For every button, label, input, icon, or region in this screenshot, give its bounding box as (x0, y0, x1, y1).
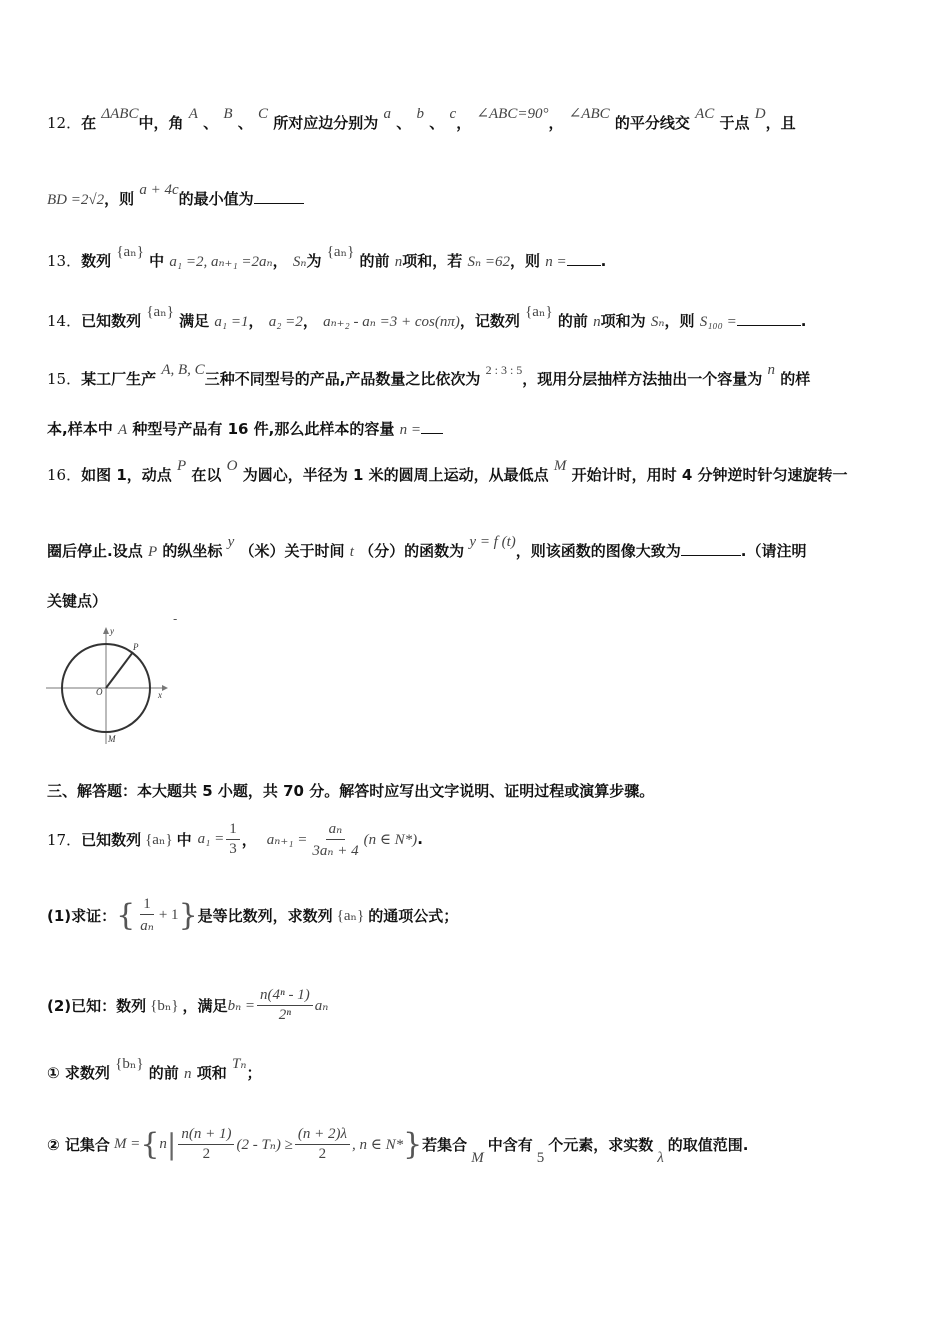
q13-n: n (394, 254, 403, 270)
q12-side-c: c (449, 106, 457, 122)
q15-a: A (117, 422, 128, 438)
q17-seq: {aₙ} (145, 831, 173, 848)
q17-cond: (n ∈ N*) (363, 831, 418, 848)
q12-sep: 、 (396, 114, 412, 132)
q13-sn: Sₙ (292, 254, 307, 270)
part1-text: 是等比数列，求数列 (197, 906, 333, 925)
part1-text: 的通项公式； (368, 906, 459, 925)
figure-dash: - (173, 612, 178, 626)
q12-ac: AC (695, 106, 715, 122)
q13-text: 的前 (359, 252, 390, 270)
q12-sep: 、 (237, 114, 253, 132)
part2-frac (257, 987, 313, 1024)
sub1-text: 项和 (196, 1064, 227, 1082)
q14-s100: S₁₀₀ = (699, 314, 737, 330)
q16-text: 在以 (191, 466, 222, 484)
q13-text: 数列 (81, 252, 112, 270)
q12-text: 的最小值为 (178, 190, 254, 208)
q16-o: O (226, 458, 238, 474)
q17-seq: {aₙ} (336, 907, 365, 924)
q17-line (47, 818, 423, 860)
q16-text: 开始计时，用时 4 分钟逆时针匀速旋转一 (571, 466, 848, 484)
q15-text: 本,样本中 (47, 420, 113, 438)
q16-p: P (177, 458, 187, 474)
left-brace: { (116, 897, 136, 933)
circle-figure (42, 622, 174, 750)
q14-seq: {aₙ} (146, 304, 174, 320)
q12-text: 的平分线交 (614, 114, 690, 132)
q12-side-a: a (383, 106, 392, 122)
sub1-n: n (184, 1066, 192, 1082)
q12-comma: ， (548, 114, 564, 132)
set-mid: (2 - Tₙ) ≥ (236, 1136, 293, 1153)
q14-sn: Sₙ (650, 314, 665, 330)
q12-angle-eq: ∠ABC=90° (476, 106, 549, 122)
sub2-m: M (471, 1149, 484, 1166)
q14-text: 满足 (179, 312, 210, 330)
q13-line (47, 244, 607, 271)
q17-frac-2 (309, 819, 361, 860)
q17-end: . (417, 830, 423, 848)
q16-text: ，则该函数的图像大致为 (515, 542, 681, 560)
q16-text: 的纵坐标 (162, 542, 223, 560)
q16-text: 为圆心，半径为 1 米的圆周上运动，从最低点 (242, 466, 549, 484)
q14-text: 已知数列 (81, 312, 142, 330)
radius-op (106, 652, 133, 688)
q14-comma: ， (248, 312, 264, 330)
answer-blank[interactable] (681, 541, 741, 556)
q15-n-eq: n = (399, 422, 421, 438)
q13-text: 为 (306, 252, 322, 270)
sub2-text: 中含有 (487, 1135, 533, 1154)
part1-label: (1)求证： (47, 906, 117, 925)
set-frac-1 (178, 1126, 234, 1163)
sub2-m-eq: M = (113, 1135, 141, 1152)
y-axis-arrow (103, 627, 109, 634)
sub1-label: ① 求数列 (47, 1064, 110, 1082)
sub2-text: 的取值范围. (667, 1135, 749, 1154)
q16-func: y = f (t) (469, 534, 516, 550)
q12-sep: 、 (203, 114, 219, 132)
frac-num: n(n + 1) (178, 1126, 234, 1145)
q14-text: ，记数列 (459, 312, 520, 330)
q16-line3 (47, 590, 107, 611)
frac-num: aₙ (326, 819, 346, 840)
q14-seq: {aₙ} (525, 304, 553, 320)
frac-num: 1 (140, 896, 154, 915)
q15-text: ，现用分层抽样方法抽出一个容量为 (522, 370, 763, 388)
q15-text: 种型号产品有 16 件,那么此样本的容量 (132, 420, 395, 438)
frac-den: 2 (202, 1145, 211, 1162)
q16-number: 16． (47, 466, 82, 484)
q14-number: 14． (47, 312, 82, 330)
q17-seq-b: {bₙ} (115, 1056, 144, 1072)
q14-comma: ， (302, 312, 318, 330)
answer-blank[interactable] (254, 189, 304, 204)
q15-number: 15． (47, 370, 82, 388)
q13-rel: a₁ =2, aₙ₊₁ =2aₙ (169, 254, 273, 270)
q14-text: 项和为 (600, 312, 646, 330)
q12-text: ，且 (765, 114, 796, 132)
sub2-label: ② 记集合 (47, 1135, 110, 1154)
q14-a2: a₂ =2 (268, 314, 303, 330)
q17-an1: aₙ₊₁ = (266, 831, 308, 848)
sub2-text: 若集合 (422, 1135, 468, 1154)
q16-text: （米）关于时间 (239, 542, 345, 560)
q13-comma: ， (272, 252, 288, 270)
q17-a1: a₁ = (197, 830, 225, 847)
q17-bn-eq: bₙ = (227, 997, 256, 1014)
sub2-text: 个元素，求实数 (548, 1135, 654, 1154)
q16-line1 (47, 458, 848, 485)
q12-comma: ， (456, 114, 472, 132)
set-bar: | (166, 1127, 177, 1161)
q13-number: 13． (47, 252, 82, 270)
q16-p: P (147, 544, 158, 560)
q15-text: 的样 (780, 370, 811, 388)
answer-blank[interactable] (421, 419, 443, 434)
left-brace: { (140, 1126, 160, 1162)
q14-rec: aₙ₊₂ - aₙ =3 + cos(nπ) (323, 314, 460, 330)
q15-n: n (767, 362, 776, 378)
frac-den: 3 (229, 840, 237, 857)
right-brace: } (403, 1126, 423, 1162)
q16-text: 如图 1，动点 (81, 466, 172, 484)
label-o: O (96, 687, 103, 697)
q12-angle-b: B (223, 106, 233, 122)
frac-den: aₙ (140, 917, 154, 934)
q12-angle: ∠ABC (568, 106, 610, 122)
q16-line2 (47, 534, 807, 561)
sub1-text: 的前 (148, 1064, 179, 1082)
section-heading: 三、解答题：本大题共 5 小题，共 70 分。解答时应写出文字说明、证明过程或演算步骤。 (47, 782, 655, 800)
sub1-tn: Tₙ (232, 1056, 247, 1072)
part2-an: aₙ (314, 997, 329, 1014)
q12-line2 (47, 182, 304, 209)
q17-part1 (47, 890, 458, 940)
frac-num: 1 (226, 821, 240, 840)
q12-sep: 、 (429, 114, 445, 132)
label-m: M (108, 734, 116, 744)
q12-text: 中，角 (138, 114, 184, 132)
q17-number: 17． (47, 830, 82, 849)
frac-den: 2ⁿ (278, 1006, 291, 1023)
q16-text: （分）的函数为 (359, 542, 465, 560)
q14-a1: a₁ =1 (214, 314, 249, 330)
q12-bd: BD =2√2 (47, 192, 105, 208)
q15-text: 三种不同型号的产品,产品数量之比依次为 (204, 370, 481, 388)
q12-text: ，则 (104, 190, 135, 208)
q16-y: y (227, 534, 235, 550)
q14-end: . (800, 312, 807, 330)
frac-num: n(4ⁿ - 1) (257, 987, 313, 1006)
part2-label: (2)已知：数列 (47, 996, 147, 1015)
q15-abc: A, B, C (161, 362, 205, 378)
q17-seq-b: {bₙ} (150, 997, 179, 1014)
q15-ratio: 2 : 3 : 5 (485, 363, 523, 377)
q14-n: n (593, 314, 601, 330)
frac-num: (n + 2)λ (295, 1126, 350, 1145)
q13-text: 项和，若 (402, 252, 463, 270)
set-n: n (159, 1135, 167, 1152)
frac-den: 3aₙ + 4 (312, 842, 359, 859)
q12-number: 12． (47, 114, 82, 132)
q14-text: 的前 (557, 312, 588, 330)
sub1-end: ； (246, 1064, 262, 1082)
q12-text: 于点 (719, 114, 750, 132)
x-axis-arrow (162, 685, 168, 691)
q13-n-eq: n = (545, 254, 567, 270)
q17-part2 (47, 976, 328, 1034)
answer-blank[interactable] (737, 311, 801, 326)
part1-frac (137, 896, 157, 935)
q15-line2 (47, 418, 443, 439)
q12-angle-a: A (188, 106, 198, 122)
sub2-five: 5 (536, 1149, 545, 1166)
q16-text: 关键点） (47, 592, 108, 610)
right-brace: } (178, 897, 198, 933)
q12-text: 在 (81, 114, 97, 132)
q12-line1 (47, 106, 796, 133)
part1-plus: + 1 (158, 906, 179, 923)
q16-m: M (553, 458, 567, 474)
q13-text: 中 (149, 252, 165, 270)
q13-seq: {aₙ} (116, 244, 144, 260)
q17-comma: ， (241, 830, 257, 849)
q12-text: 所对应边分别为 (273, 114, 379, 132)
q17-sub1 (47, 1056, 262, 1083)
q12-angle-c: C (258, 106, 269, 122)
set-frac-2 (295, 1126, 350, 1163)
sub2-lambda: λ (657, 1149, 664, 1166)
q17-text: 中 (176, 830, 192, 849)
q17-sub2 (47, 1116, 748, 1172)
label-y: y (110, 626, 114, 636)
label-x: x (158, 690, 162, 700)
q15-text: 某工厂生产 (81, 370, 157, 388)
q15-line1 (47, 362, 811, 389)
answer-blank[interactable] (567, 251, 601, 266)
q13-sn-eq: Sₙ =62 (467, 254, 510, 270)
q13-end: . (600, 252, 607, 270)
q16-t: t (349, 544, 354, 560)
part2-text: ，满足 (182, 996, 228, 1015)
q12-point-d: D (754, 106, 766, 122)
q16-text: 圈后停止.设点 (47, 542, 143, 560)
q13-text: ，则 (509, 252, 540, 270)
q14-line (47, 304, 807, 331)
set-cond: , n ∈ N* (351, 1136, 404, 1153)
label-p: P (133, 642, 139, 652)
q12-expr: a + 4c (139, 182, 179, 198)
q17-frac-1 (226, 821, 240, 858)
q12-triangle: ΔABC (101, 106, 139, 122)
q12-side-b: b (416, 106, 425, 122)
q13-seq: {aₙ} (326, 244, 355, 260)
q16-text: .（请注明 (740, 542, 807, 560)
q17-text: 已知数列 (81, 830, 142, 849)
q14-text: ，则 (664, 312, 695, 330)
frac-den: 2 (318, 1145, 327, 1162)
